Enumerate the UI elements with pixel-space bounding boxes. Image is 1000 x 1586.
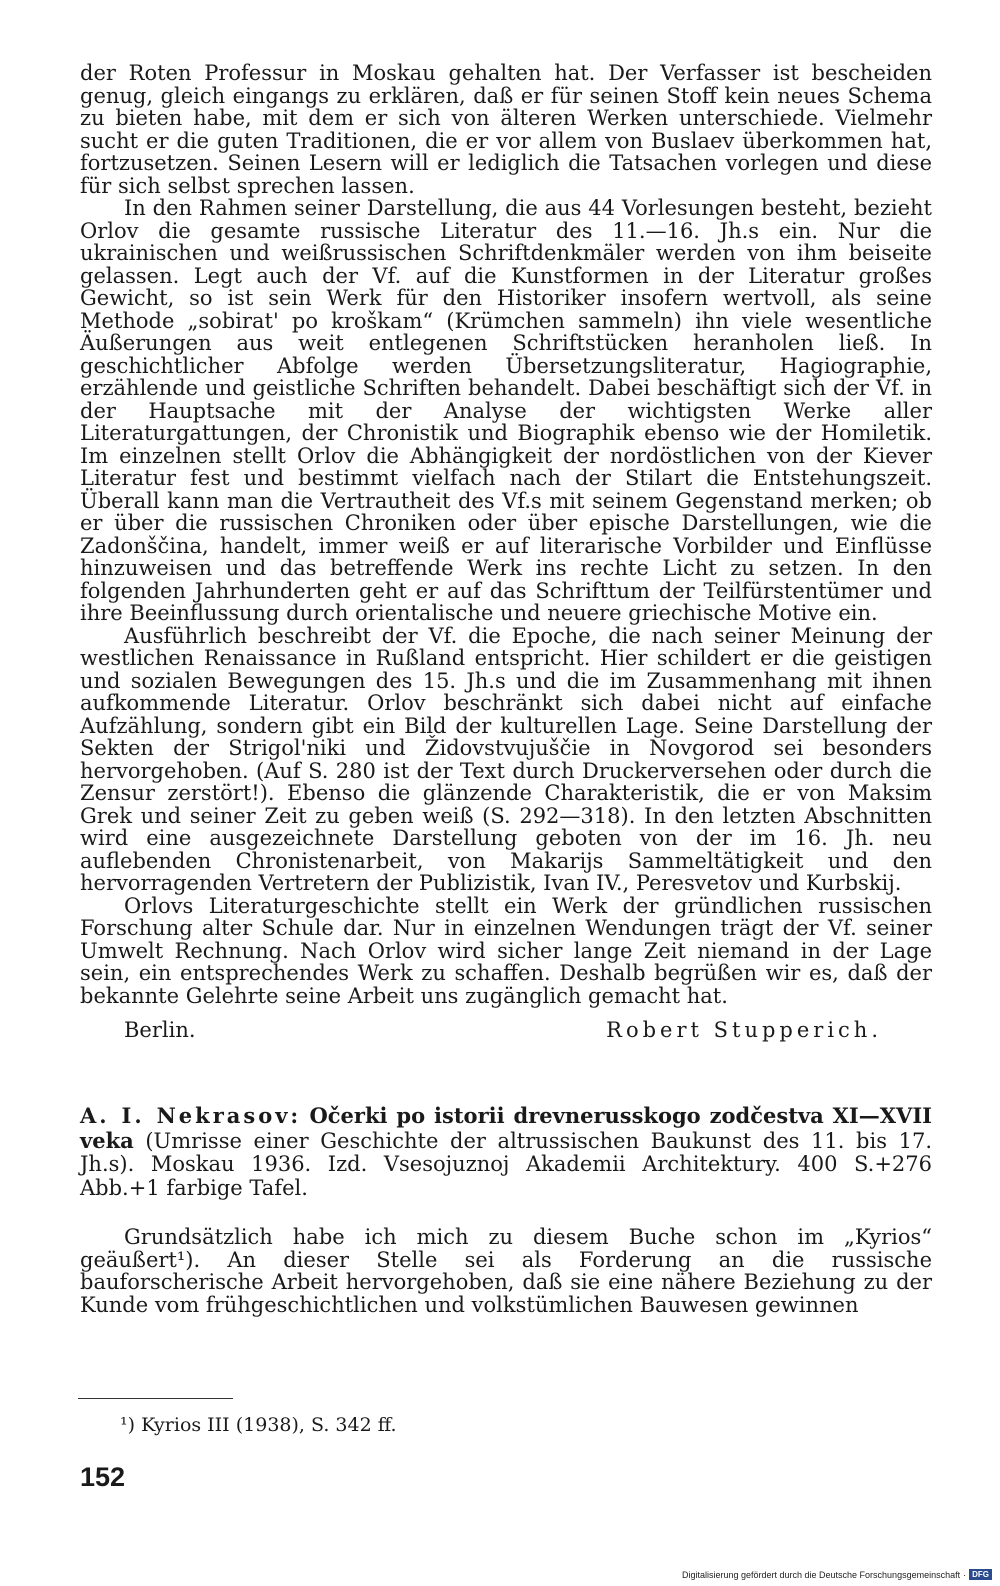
dfg-logo-icon: DFG [969, 1569, 992, 1580]
footnote: ¹) Kyrios III (1938), S. 342 ff. [120, 1414, 397, 1436]
digitization-notice: Digitalisierung gefördert durch die Deutsche Forschungsgemeinschaft · DFG [682, 1569, 992, 1580]
review-title: Očerki po istorii drevnerusskogo zodčestva XI—XVII veka [80, 1103, 932, 1153]
page-body [80, 62, 932, 1316]
footnote-divider [78, 1398, 233, 1399]
paragraph-2: In den Rahmen seiner Darstellung, die aus 44 Vorlesungen besteht, bezieht Orlov die gesamte russische Literatur des 11.—16. Jh.s ein. Nur die ukrainischen und weißrussischen Schriftdenkmäler werden von ihm beiseite gelassen. Legt auch der Vf. auf die Kunstformen in der Literatur großes Gewicht, so ist sein Werk für den Historiker insofern wertvoll, als seine Methode „sobirat' po kroškam“ (Krümchen sammeln) ihn viele wesentliche Äußerungen aus weit entlegenen Schriftstücken heranholen ließ. In geschichtlicher Abfolge werden Übersetzungsliteratur, Hagiographie, erzählende und geistliche Schriften behandelt. Dabei beschäftigt sich der Vf. in der Hauptsache mit der Analyse der wichtigsten Werke aller Literaturgattungen, der Chronistik und Biographik ebenso wie der Homiletik. Im einzelnen stellt Orlov die Abhängigkeit der nordöstlichen von der Kiever Literatur fest und bestimmt vielfach nach der Stilart die Entstehungszeit. Überall kann man die Vertrautheit des Vf.s mit seinem Gegenstand merken; ob er über die russischen Chroniken oder über epische Darstellungen, wie die Zadonščina, handelt, immer weiß er auf literarische Vorbilder und Einflüsse hinzuweisen und das betreffende Werk ins rechte Licht zu setzen. In den folgenden Jahrhunderten geht er auf das Schrifttum der Teilfürstentümer und ihre Beeinflussung durch orientalische und neuere griechische Motive ein. [80, 196, 932, 625]
review-heading [80, 1104, 932, 1200]
review-subtitle: (Umrisse einer Geschichte der altrussischen Baukunst des 11. bis 17. Jh.s). Moskau 1936. Izd. Vsesojuznoj Akademii Architektury. 400 S.+276 Abb.+1 farbige Tafel. [80, 1128, 932, 1200]
signature [80, 1019, 932, 1042]
review-author: A. I. Nekrasov: [80, 1103, 302, 1128]
signature-name: Robert Stupperich. [606, 1018, 882, 1042]
review-body: Grundsätzlich habe ich mich zu diesem Buche schon im „Kyrios“ geäußert¹). An dieser Stelle sei als Forderung an die russische bauforscherische Arbeit hervorgehoben, daß sie eine nähere Beziehung zu der Kunde vom frühgeschichtlichen und volkstümlichen Bauwesen gewinnen [80, 1225, 932, 1317]
page-number: 152 [80, 1462, 126, 1492]
paragraph-3: Ausführlich beschreibt der Vf. die Epoche, die nach seiner Meinung der westlichen Renaissance in Rußland entspricht. Hier schildert er die geistigen und sozialen Bewegungen des 15. Jh.s und die im Zusammenhang mit ihnen aufkommende Literatur. Orlov beschränkt sich dabei nicht auf einfache Aufzählung, sondern gibt ein Bild der kulturellen Lage. Seine Darstellung der Sekten der Strigol'niki und Židovstvujuščie in Novgorod sei besonders hervorgehoben. (Auf S. 280 ist der Text durch Druckerversehen oder durch die Zensur zerstört!). Ebenso die glänzende Charakteristik, die er von Maksim Grek und seiner Zeit zu geben weiß (S. 292—318). In den letzten Abschnitten wird eine ausgezeichnete Darstellung geboten von der im 16. Jh. neu auflebenden Chronistenarbeit, von Makarijs Sammeltätigkeit und den hervorragenden Vertretern der Publizistik, Ivan IV., Peresvetov und Kurbskij. [80, 623, 932, 895]
signature-place: Berlin. [124, 1018, 196, 1042]
digitization-text: Digitalisierung gefördert durch die Deutsche Forschungsgemeinschaft [681, 1569, 961, 1580]
paragraph-1: der Roten Professur in Moskau gehalten hat. Der Verfasser ist bescheiden genug, gleich eingangs zu erklären, daß er für seinen Stoff kein neues Schema zu bieten habe, mit dem er sich von älteren Werken unterschiede. Vielmehr sucht er die guten Traditionen, die er vor allem von Buslaev überkommen hat, fortzusetzen. Seinen Lesern will er lediglich die Tatsachen vorlegen und diese für sich selbst sprechen lassen. [80, 61, 932, 198]
paragraph-4: Orlovs Literaturgeschichte stellt ein Werk der gründlichen russischen Forschung alter Schule dar. Nur in einzelnen Wendungen trägt der Vf. seiner Umwelt Rechnung. Nach Orlov wird sicher lange Zeit niemand in der Lage sein, ein entsprechendes Werk zu schaffen. Deshalb begrüßen wir es, daß der bekannte Gelehrte seine Arbeit uns zugänglich gemacht hat. [80, 893, 932, 1008]
